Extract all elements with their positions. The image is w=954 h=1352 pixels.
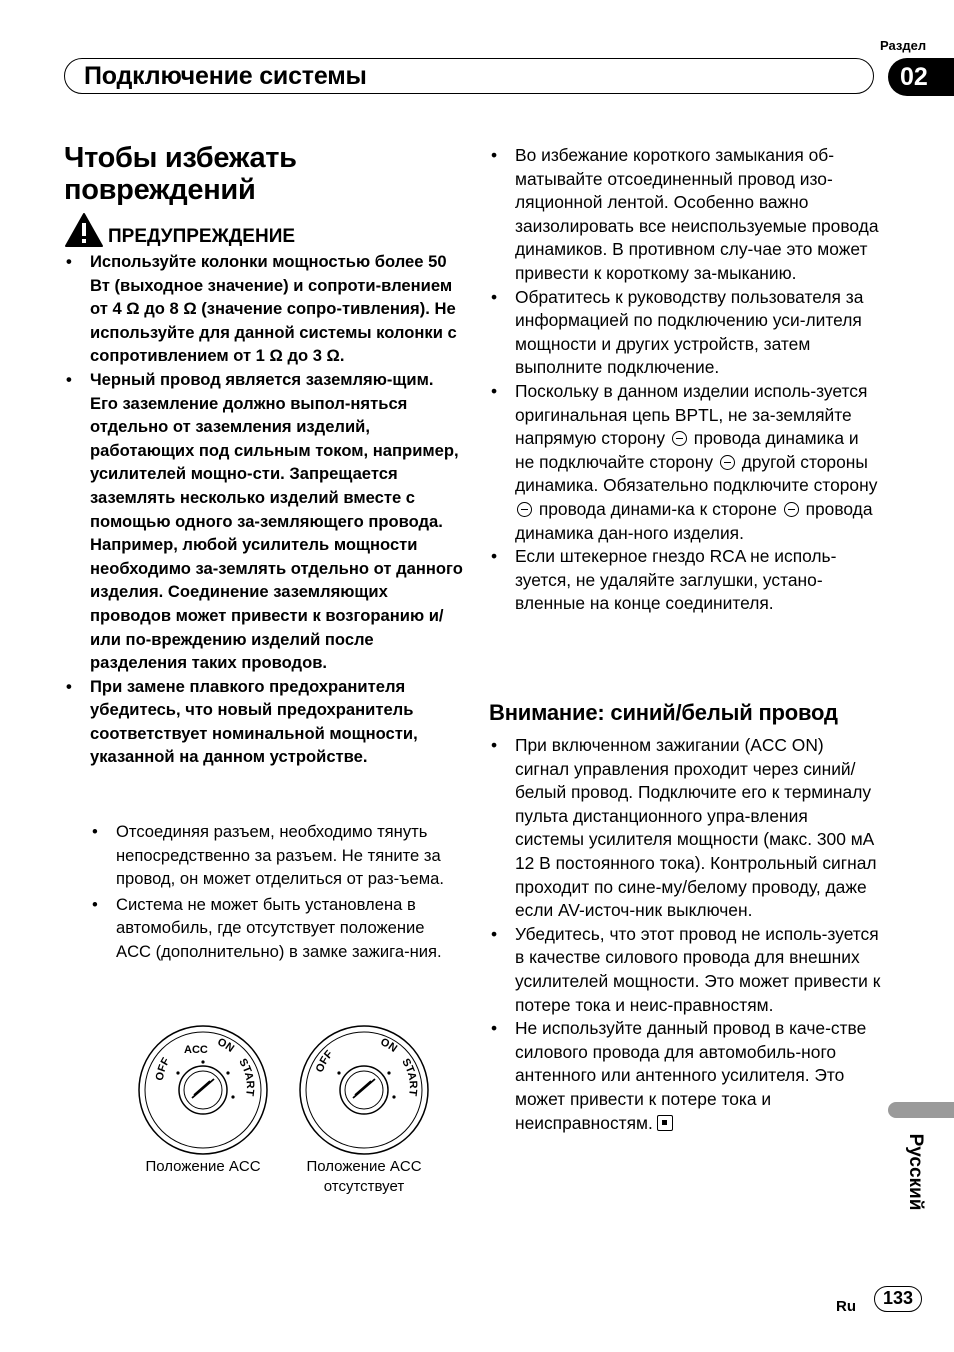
end-of-section-icon xyxy=(657,1115,673,1131)
warning-item: • Используйте колонки мощностью более 50 Вт (выходное значение) и сопроти-влением от 4 Ω до 8 Ω (значение сопро-тивления). Не используйте для данной системы колонки с сопротивлением от 1 Ω до 3 Ω. xyxy=(64,250,464,368)
warning-block xyxy=(64,212,296,253)
caution-list xyxy=(489,734,881,1135)
language-label: Русский xyxy=(905,1133,926,1211)
caption-acc-absent: Положение ACC отсутствует xyxy=(306,1158,422,1195)
ignition-figure xyxy=(120,1015,470,1205)
page-number: 133 xyxy=(874,1286,922,1312)
minus-terminal-icon xyxy=(672,431,687,446)
label-off: OFF xyxy=(313,1048,336,1075)
warning-list xyxy=(64,250,464,769)
warning-item: • При замене плавкого предохранителя убедитесь, что новый предохранитель соответствует номинальной мощности, указанной на данном устройстве. xyxy=(64,675,464,769)
text-part: другой стороны динамика. Обязательно подключите сторону xyxy=(515,451,878,496)
sub-item: • Система не может быть установлена в автомобиль, где отсутствует положение ACC (дополнительно) в замке зажига-ния. xyxy=(90,893,462,964)
text-part: провода динамика дан-ного изделия. xyxy=(515,498,873,543)
minus-terminal-icon xyxy=(720,455,735,470)
list-item: • Если штекерное гнездо RCA не исполь-зуется, не удаляйте заглушки, устано-вленные на конце соединителя. xyxy=(489,545,881,616)
minus-terminal-icon xyxy=(517,502,532,517)
label-acc: ACC xyxy=(184,1044,208,1056)
ignition-diagram xyxy=(120,1015,470,1155)
sub-item: • Отсоединяя разъем, необходимо тянуть непосредственно за разъем. Не тяните за провод, он может отделиться от раз-ъема. xyxy=(90,820,462,891)
label-on: ON xyxy=(215,1036,237,1055)
list-item: • Обратитесь к руководству пользователя за информацией по подключению уси-лителя мощности и других устройств, затем выполните подключение. xyxy=(489,286,881,380)
minus-terminal-icon xyxy=(784,502,799,517)
caption-acc-present: Положение ACC xyxy=(145,1158,261,1175)
footer-language-code: Ru xyxy=(836,1298,856,1315)
section-number-tab xyxy=(888,58,954,96)
text-part: Поскольку в данном изделии исполь-зуется оригинальная цепь BPTL, не за-земляйте напрямую сторону xyxy=(515,380,868,449)
page-title: Подключение системы xyxy=(84,62,367,90)
label-on: ON xyxy=(378,1036,400,1055)
language-tab xyxy=(888,1102,954,1118)
section-label: Раздел xyxy=(880,38,927,53)
ignition-acc-present xyxy=(139,1026,267,1154)
list-item xyxy=(489,1017,881,1135)
right-list xyxy=(489,144,881,616)
list-item: • Во избежание короткого замыкания об-матывайте отсоединенный провод изо-ляционной лентой. Особенно важно заизолировать все неиспользуемые провода динамиков. В противном слу-чае это может привести к короткому за-мыканию. xyxy=(489,144,881,286)
label-start: START xyxy=(236,1056,256,1097)
label-start: START xyxy=(399,1056,419,1097)
main-heading: Чтобы избежать повреждений xyxy=(64,142,297,206)
list-item: • Убедитесь, что этот провод не исполь-зуется в качестве силового провода для внешних усилителей мощности. Это может привести к потере тока и неис-правностям. xyxy=(489,923,881,1017)
text-part: провода динами-ка к стороне xyxy=(538,498,777,519)
warning-triangle-icon xyxy=(64,212,104,248)
list-item: • При включенном зажигании (ACC ON) сигнал управления проходит через синий/белый провод. Подключите его к терминалу пульта дистанционного упра-вления системы усилителя мощности (макс. 300 мА 12 В постоянного тока). Контрольный сигнал проходит по сине-му/белому проводу, даже если AV-источ-ник выключен. xyxy=(489,734,881,923)
sub-list xyxy=(90,820,462,966)
label-off: OFF xyxy=(153,1055,173,1082)
ignition-acc-absent xyxy=(300,1026,428,1154)
section-number: 02 xyxy=(900,63,928,91)
list-item xyxy=(489,380,881,545)
caution-heading: Внимание: синий/белый провод xyxy=(489,700,838,725)
warning-label: ПРЕДУПРЕЖДЕНИЕ xyxy=(108,226,296,247)
text-part: провода динамика и не подключайте сторону xyxy=(515,428,859,472)
warning-item: • Черный провод является заземляю-щим. Его заземление должно выпол-няться отдельно от заземления изделий, работающих под сильным током, например, усилителей мощно-сти. Запрещается заземлять несколько изделий вместе с помощью одного за-земляющего провода. Например, любой усилитель мощности необходимо за-землять отдельно от данного изделия. Соединение заземляющих проводов может привести к возгоранию и/или по-вреждению изделий после разделения таких проводов. xyxy=(64,368,464,675)
text-part: Не используйте данный провод в каче-стве силового провода для автомобиль-ного антенного или антенного усилителя. Это может привести к потере тока и неисправностям. xyxy=(515,1018,867,1133)
